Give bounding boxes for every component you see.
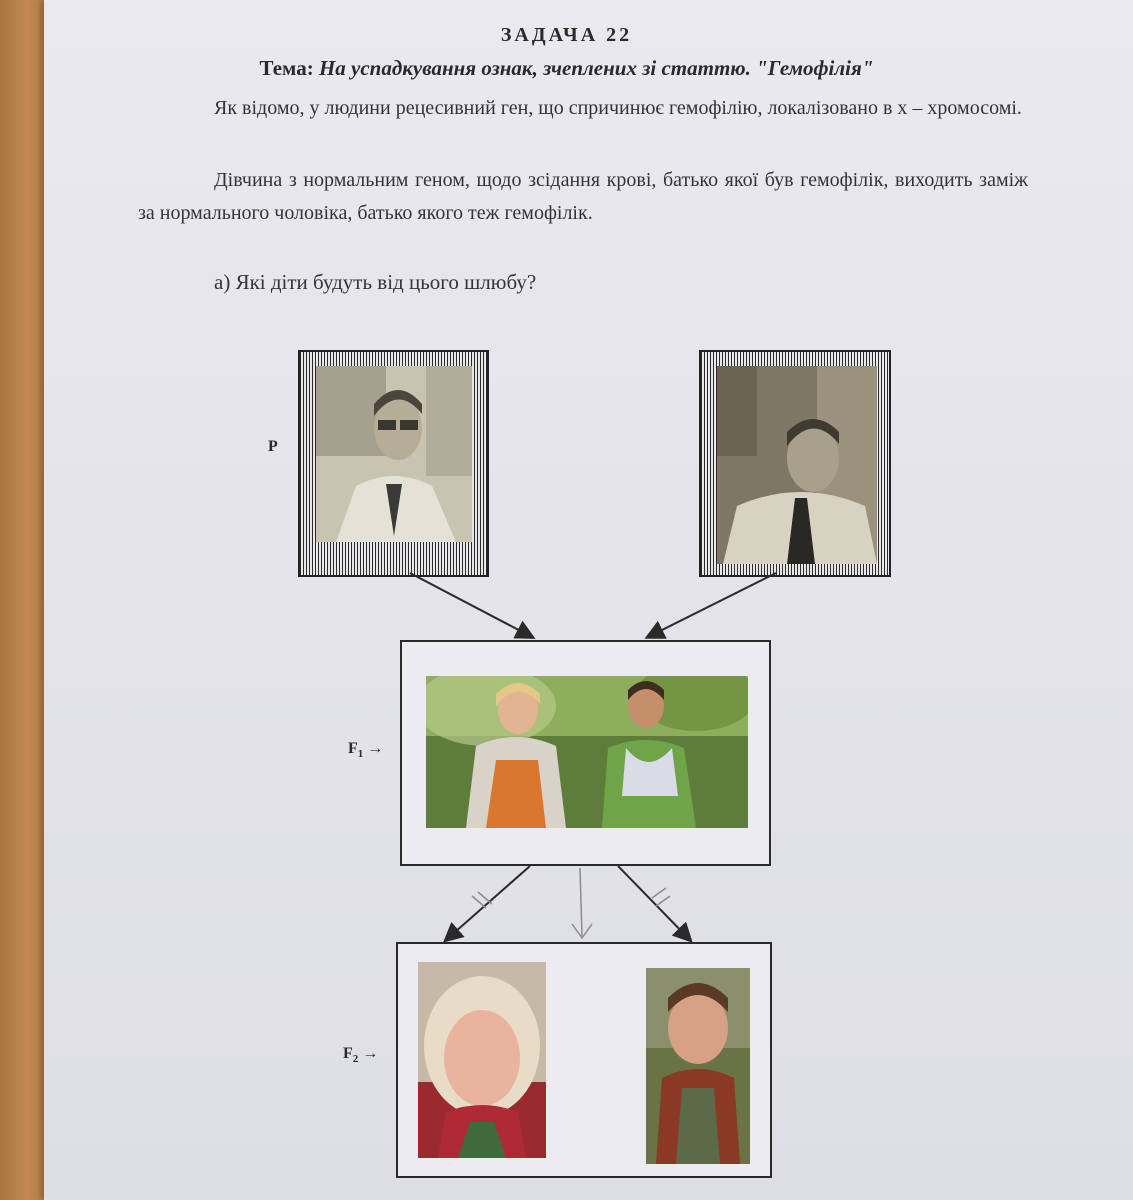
label-parents: P bbox=[268, 438, 278, 455]
paragraph-gene-info: Як відомо, у людини рецесивний ген, що спричинює гемофілію, локалізовано в х – хромосомі. bbox=[214, 97, 1022, 119]
label-f1-arrow: → bbox=[367, 740, 384, 757]
topic-prefix: Тема: bbox=[259, 56, 314, 80]
paragraph-problem-statement: Дівчина з нормальним геном, щодо зсідання крові, батько якої був гемофілік, виходить заміж за нормального чоловіка, батько якого теж гемофілік. bbox=[138, 169, 1028, 224]
label-f2-subscript: 2 bbox=[352, 1053, 359, 1066]
arrow-f1-to-f2-left bbox=[446, 866, 530, 940]
arrow-f1-to-f2-right bbox=[618, 866, 690, 940]
label-f1-subscript: 1 bbox=[357, 748, 364, 761]
arrow-parent-right-to-f1 bbox=[648, 573, 776, 637]
question-a: а) Які діти будуть від цього шлюбу? bbox=[214, 270, 537, 294]
arrow-parent-left-to-f1 bbox=[410, 573, 532, 637]
label-f2-arrow: → bbox=[362, 1045, 379, 1062]
topic-text: На успадкування ознак, зчеплених зі статтю. "Гемофілія" bbox=[318, 56, 874, 80]
task-title: ЗАДАЧА 22 bbox=[500, 24, 633, 46]
label-f2-letter: F bbox=[343, 1045, 353, 1062]
pencil-arrow-f1-to-f2-middle bbox=[472, 868, 670, 938]
label-f1-letter: F bbox=[348, 740, 358, 757]
